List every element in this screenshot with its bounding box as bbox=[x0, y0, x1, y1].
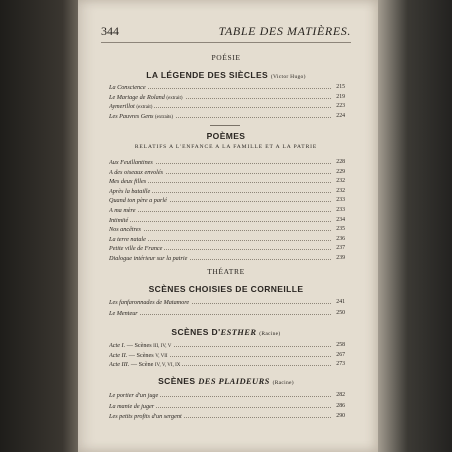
entry-page-number: 229 bbox=[336, 168, 345, 175]
entry-scene-numbers: IV, V, VI, IX bbox=[154, 363, 181, 368]
entry-title: Le Menteur bbox=[109, 309, 138, 317]
heading-esther-prefix: SCÈNES D' bbox=[171, 327, 221, 337]
divider-rule bbox=[210, 125, 240, 126]
entry-scene-numbers: V, VII bbox=[155, 353, 168, 359]
entry-title: Après la bataille bbox=[109, 187, 151, 195]
toc-entry bbox=[109, 412, 345, 421]
entry-title: Les petits profits d'un sergent bbox=[109, 413, 182, 420]
entry-note: (extrait) bbox=[166, 95, 183, 101]
section-label-poesie: POÉSIE bbox=[211, 53, 241, 62]
entry-label bbox=[109, 169, 165, 176]
section-label-theatre: THÉATRE bbox=[207, 267, 245, 276]
entry-label bbox=[109, 392, 160, 399]
entry-title: Acte bbox=[109, 351, 120, 359]
entry-title: La Conscience bbox=[109, 84, 146, 91]
entry-page-number: 234 bbox=[336, 216, 345, 223]
entry-page-number: 232 bbox=[336, 178, 345, 185]
entry-label bbox=[109, 361, 182, 368]
page-header bbox=[101, 24, 351, 43]
heading-corneille: SCÈNES CHOISIES DE CORNEILLE bbox=[148, 284, 304, 294]
entry-note: (extrait) bbox=[136, 105, 153, 110]
entry-label bbox=[109, 197, 169, 204]
entry-title: Aymerillot bbox=[109, 103, 135, 110]
entry-title: La terre natale bbox=[109, 235, 146, 243]
leader-dots bbox=[109, 221, 331, 222]
leader-dots bbox=[109, 314, 331, 315]
entry-page-number: 286 bbox=[336, 402, 345, 409]
heading-legende-author: (Victor Hugo) bbox=[270, 74, 306, 80]
heading-esther-work: ESTHER bbox=[220, 327, 257, 337]
heading-esther bbox=[101, 327, 351, 337]
entry-label bbox=[109, 94, 185, 101]
toc-entry bbox=[109, 341, 345, 350]
toc-entry bbox=[109, 187, 345, 196]
heading-plaideurs-author: (Racine) bbox=[272, 380, 294, 386]
heading-poemes: POÈMES bbox=[206, 131, 246, 141]
toc-entry bbox=[109, 298, 345, 307]
entry-title: La manie de juger bbox=[109, 402, 155, 410]
running-head: TABLE DES MATIÈRES. bbox=[218, 24, 351, 38]
toc-entry bbox=[109, 158, 345, 167]
page-number: 344 bbox=[101, 24, 119, 38]
heading-plaideurs bbox=[101, 376, 351, 386]
entry-page-number: 228 bbox=[336, 159, 345, 165]
entry-title: Nos ancêtres bbox=[109, 226, 141, 234]
entry-title: Acte bbox=[109, 361, 120, 368]
entry-scenes-label: — Scènes bbox=[126, 342, 152, 349]
entry-scenes-label: — Scènes bbox=[128, 351, 154, 359]
heading-legende-title: LA LÉGENDE DES SIÈCLES bbox=[146, 70, 269, 80]
entry-page-number: 223 bbox=[336, 103, 345, 109]
toc-entry bbox=[109, 93, 345, 102]
toc-entry bbox=[109, 391, 345, 400]
entry-note: (extraits) bbox=[155, 114, 174, 120]
book-spine-shadow bbox=[0, 0, 78, 452]
entry-title: Le Mariage de Roland bbox=[109, 93, 165, 101]
leader-dots bbox=[109, 211, 331, 212]
entry-page-number: 237 bbox=[336, 245, 345, 252]
toc-entry bbox=[109, 351, 345, 360]
heading-plaideurs-work: DES PLAIDEURS bbox=[198, 376, 270, 386]
toc-entry bbox=[109, 102, 345, 111]
entry-label bbox=[109, 159, 155, 166]
entry-title: A des oiseaux envolés bbox=[109, 168, 164, 176]
toc-entry bbox=[109, 254, 345, 263]
entry-page-number: 224 bbox=[336, 112, 345, 119]
toc-entry bbox=[109, 235, 345, 244]
entry-title: Intimité bbox=[109, 216, 129, 224]
entry-page-number: 273 bbox=[336, 361, 345, 367]
entry-page-number: 215 bbox=[336, 84, 345, 90]
entry-title: A ma mère bbox=[109, 207, 136, 214]
entry-page-number: 282 bbox=[336, 392, 345, 398]
toc-entry bbox=[109, 177, 345, 186]
entry-title: Aux Feuillantines bbox=[109, 159, 153, 166]
entry-title: Petite ville de France bbox=[109, 245, 163, 253]
entry-title: Les fanfaronnades de Matamore bbox=[109, 299, 190, 306]
entry-label bbox=[109, 403, 156, 410]
page-stack-edge bbox=[378, 0, 452, 452]
entry-page-number: 267 bbox=[336, 351, 345, 358]
entry-page-number: 258 bbox=[336, 342, 345, 348]
entry-act-numeral: III. bbox=[121, 361, 130, 368]
entry-page-number: 236 bbox=[336, 235, 345, 242]
entry-label bbox=[109, 188, 152, 195]
entry-page-number: 241 bbox=[336, 299, 345, 305]
entry-title: Quand ton père a parlé bbox=[109, 197, 167, 205]
entry-label bbox=[109, 217, 130, 224]
entry-label bbox=[109, 84, 148, 91]
entry-page-number: 233 bbox=[336, 197, 345, 204]
toc-entry bbox=[109, 244, 345, 253]
entry-title: Les Pauvres Gens bbox=[109, 112, 154, 120]
entry-page-number: 219 bbox=[336, 93, 345, 100]
heading-plaideurs-prefix: SCÈNES bbox=[158, 376, 196, 386]
entry-page-number: 232 bbox=[336, 187, 345, 194]
entry-title: Le portier d'un juge bbox=[109, 392, 159, 399]
entry-page-number: 290 bbox=[336, 413, 345, 419]
entry-label bbox=[109, 255, 189, 262]
toc-entry bbox=[109, 196, 345, 205]
entry-scenes-label: — Scène bbox=[130, 361, 154, 368]
entry-title: Acte bbox=[109, 342, 120, 349]
toc-entry bbox=[109, 216, 345, 225]
heading-legende bbox=[101, 70, 351, 80]
entry-label bbox=[109, 226, 143, 233]
entry-page-number: 235 bbox=[336, 226, 345, 233]
toc-entry bbox=[109, 360, 345, 369]
entry-label bbox=[109, 236, 148, 243]
entry-act-numeral: II. bbox=[121, 351, 128, 359]
toc-entry bbox=[109, 225, 345, 234]
entry-label bbox=[109, 413, 184, 420]
entry-label bbox=[109, 352, 170, 359]
entry-title: Mes deux filles bbox=[109, 178, 147, 186]
entry-act-numeral: I. bbox=[121, 342, 126, 349]
entry-label bbox=[109, 299, 191, 306]
entry-label bbox=[109, 342, 173, 349]
entry-page-number: 239 bbox=[336, 255, 345, 261]
toc-entry bbox=[109, 112, 345, 121]
toc-entry bbox=[109, 83, 345, 92]
heading-poemes-subtitle: RELATIFS A L'ENFANCE A LA FAMILLE ET A LA PATRIE bbox=[134, 144, 318, 150]
entry-label bbox=[109, 310, 140, 317]
entry-title: Dialogue intérieur sur la patrie bbox=[109, 255, 188, 262]
entry-page-number: 233 bbox=[336, 207, 345, 213]
heading-esther-author: (Racine) bbox=[259, 331, 281, 337]
entry-scene-numbers: III, IV, V bbox=[153, 344, 172, 349]
entry-label bbox=[109, 245, 164, 252]
entry-label bbox=[109, 103, 154, 110]
entry-label bbox=[109, 207, 137, 214]
entry-label bbox=[109, 113, 175, 120]
toc-entry bbox=[109, 168, 345, 177]
toc-entry bbox=[109, 206, 345, 215]
entry-page-number: 250 bbox=[336, 309, 345, 316]
entry-label bbox=[109, 178, 148, 185]
toc-entry bbox=[109, 402, 345, 411]
toc-entry bbox=[109, 309, 345, 318]
